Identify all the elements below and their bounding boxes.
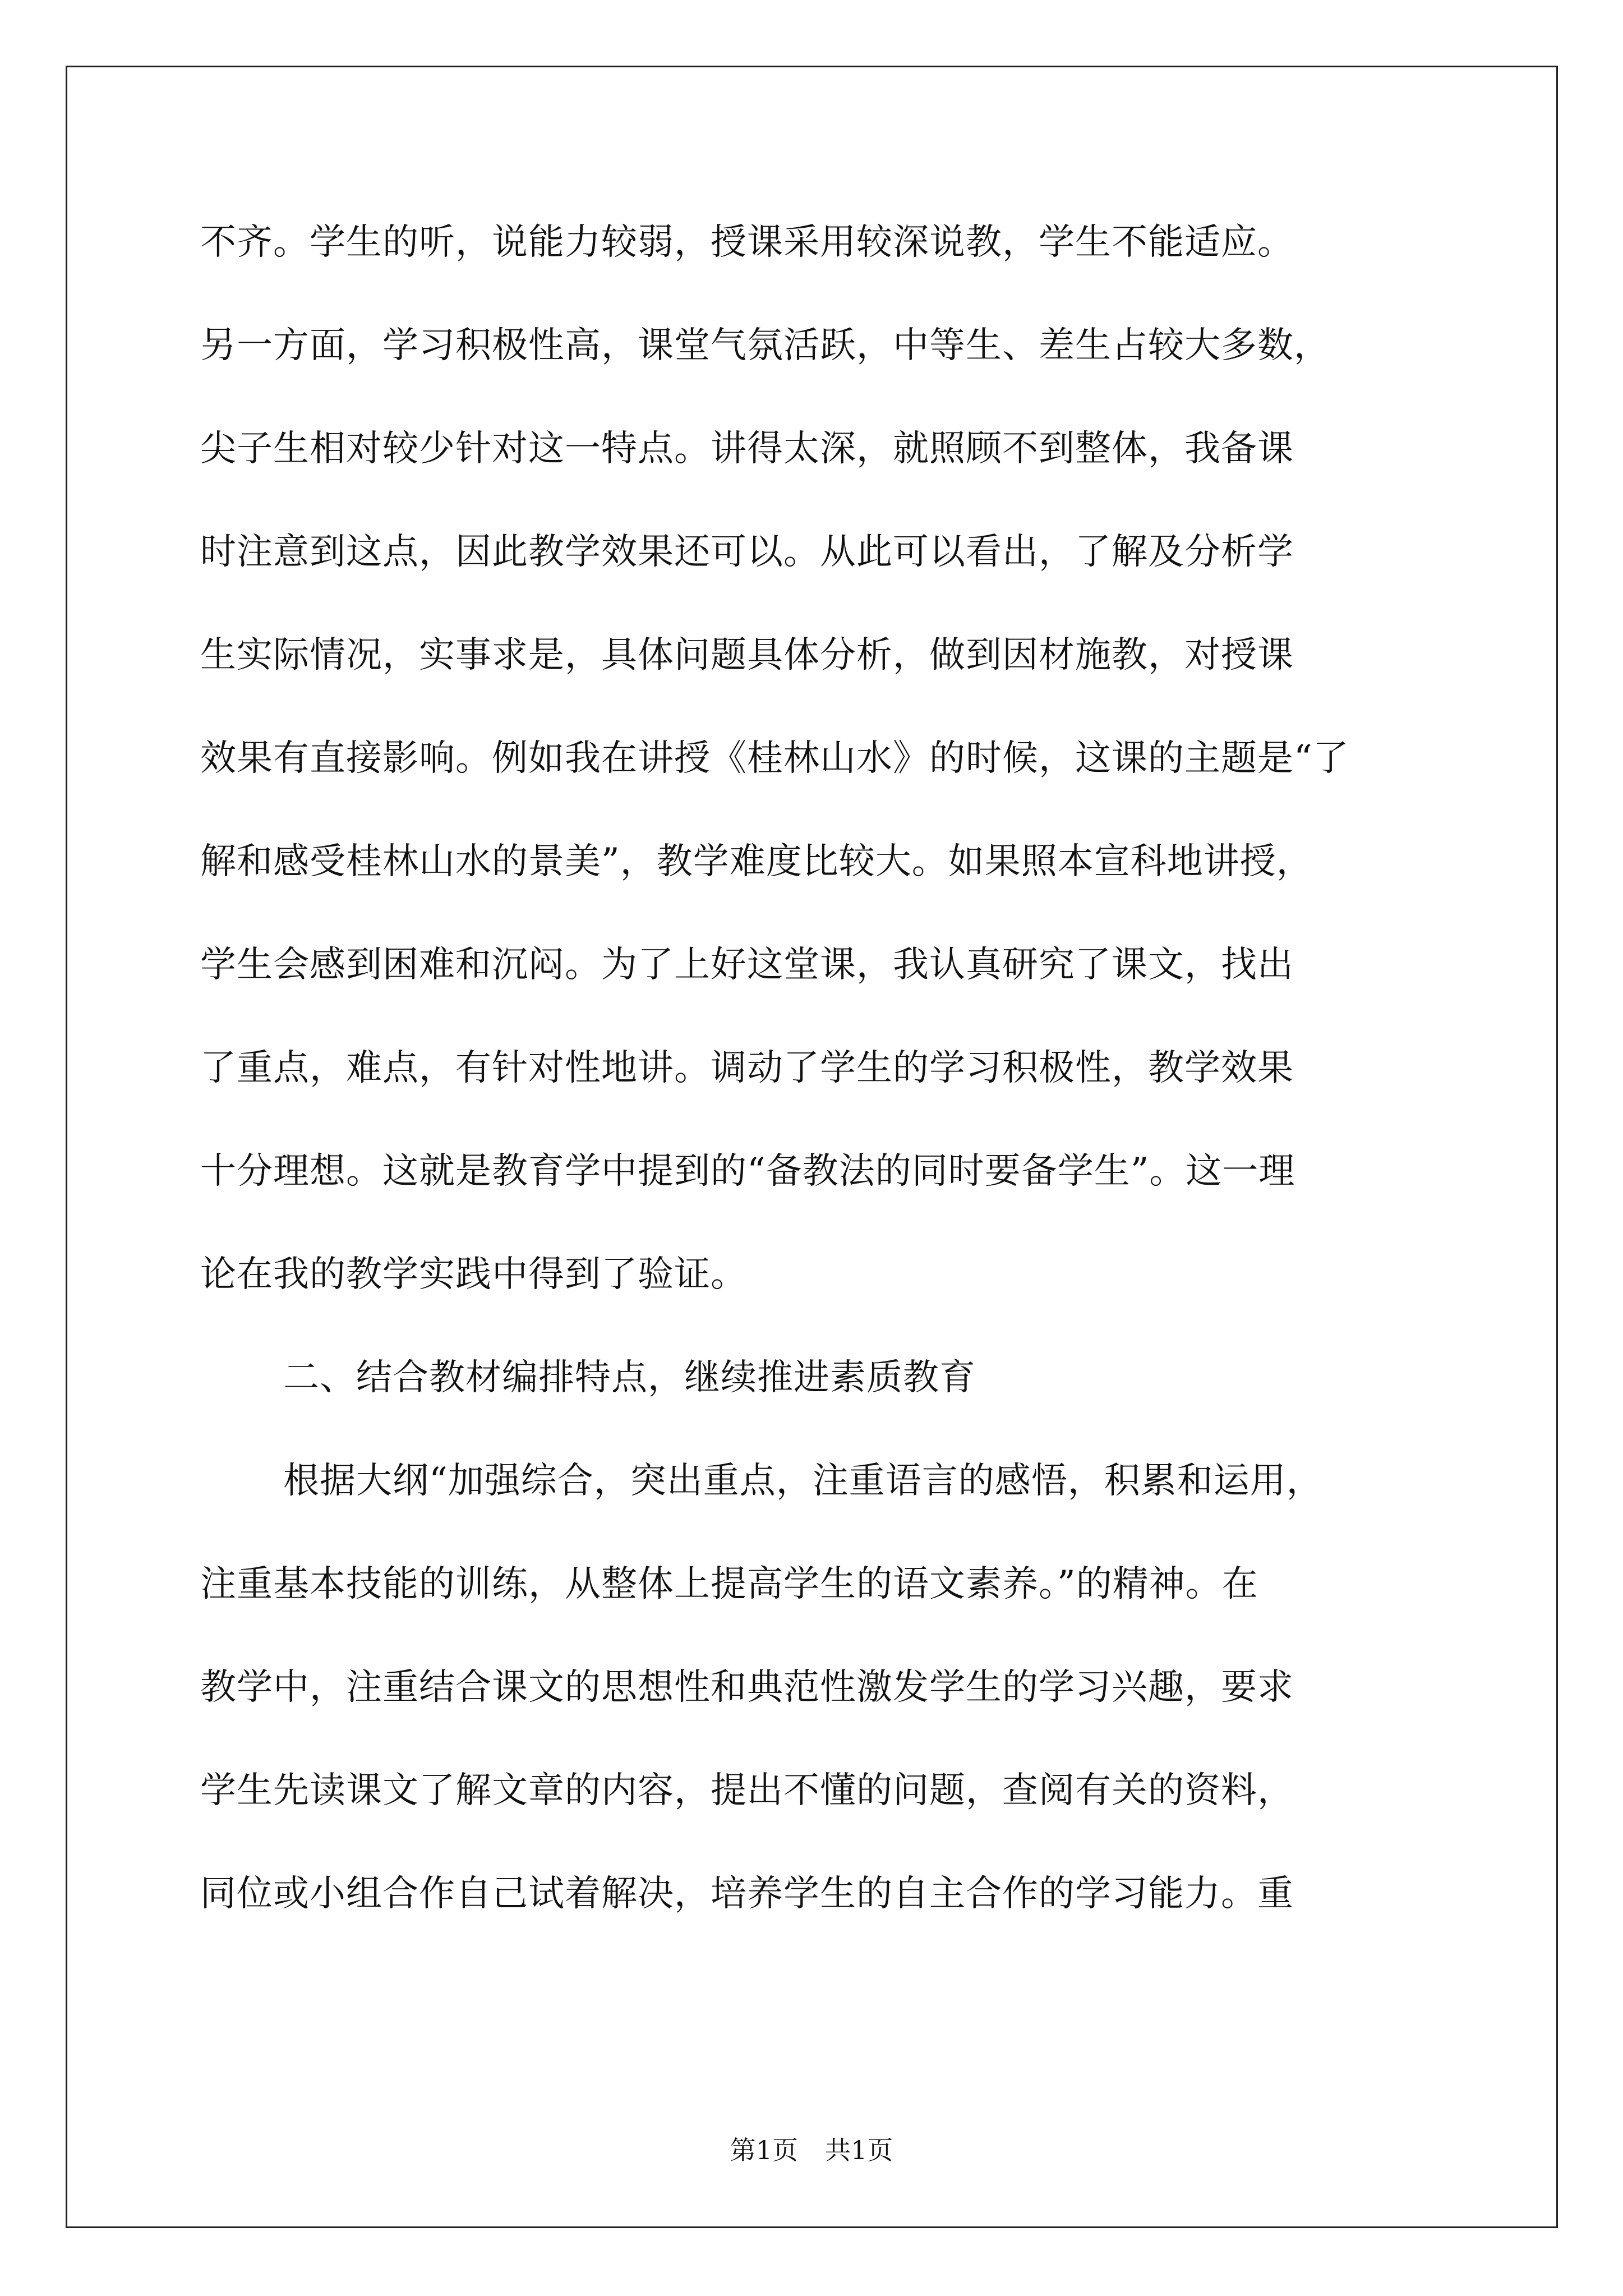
page-total: 共1页 — [825, 2135, 893, 2165]
text-line: 解和感受桂林山水的景美”，教学难度比较大。如果照本宣科地讲授， — [200, 841, 1313, 882]
page-number: 第1页 — [730, 2135, 798, 2165]
text-line: 教学中，注重结合课文的思想性和典范性激发学生的学习兴趣，要求 — [200, 1667, 1294, 1708]
text-line: 不齐。学生的听，说能力较弱，授课采用较深说教，学生不能适应。 — [200, 222, 1294, 263]
text-line: 生实际情况，实事求是，具体问题具体分析，做到因材施教，对授课 — [200, 634, 1294, 676]
text-line: 尖子生相对较少针对这一特点。讲得太深，就照顾不到整体，我备课 — [200, 428, 1294, 470]
text-line: 同位或小组合作自己试着解决，培养学生的自主合作的学习能力。重 — [200, 1873, 1294, 1915]
text-line: 十分理想。这就是教育学中提到的“备教法的同时要备学生”。这一理 — [200, 1151, 1295, 1192]
text-line: 学生会感到困难和沉闷。为了上好这堂课，我认真研究了课文，找出 — [200, 944, 1294, 986]
text-line: 时注意到这点，因此教学效果还可以。从此可以看出，了解及分析学 — [200, 531, 1294, 573]
text-line: 论在我的教学实践中得到了验证。 — [200, 1254, 747, 1295]
text-line: 学生先读课文了解文章的内容，提出不懂的问题，查阅有关的资料， — [200, 1770, 1294, 1811]
page-footer — [0, 2133, 1623, 2167]
text-line: 了重点，难点，有针对性地讲。调动了学生的学习积极性，教学效果 — [200, 1047, 1294, 1089]
text-line: 另一方面，学习积极性高，课堂气氛活跃，中等生、差生占较大多数， — [200, 325, 1330, 366]
text-line: 注重基本技能的训练，从整体上提高学生的语文素养。”的精神。在 — [200, 1563, 1258, 1605]
document-body — [200, 209, 1428, 1963]
text-line: 效果有直接影响。例如我在讲授《桂林山水》的时候，这课的主题是“了 — [200, 738, 1349, 779]
section-heading: 二、结合教材编排特点，继续推进素质教育 — [283, 1357, 976, 1398]
text-line: 根据大纲“加强综合，突出重点，注重语言的感悟，积累和运用， — [283, 1460, 1323, 1502]
